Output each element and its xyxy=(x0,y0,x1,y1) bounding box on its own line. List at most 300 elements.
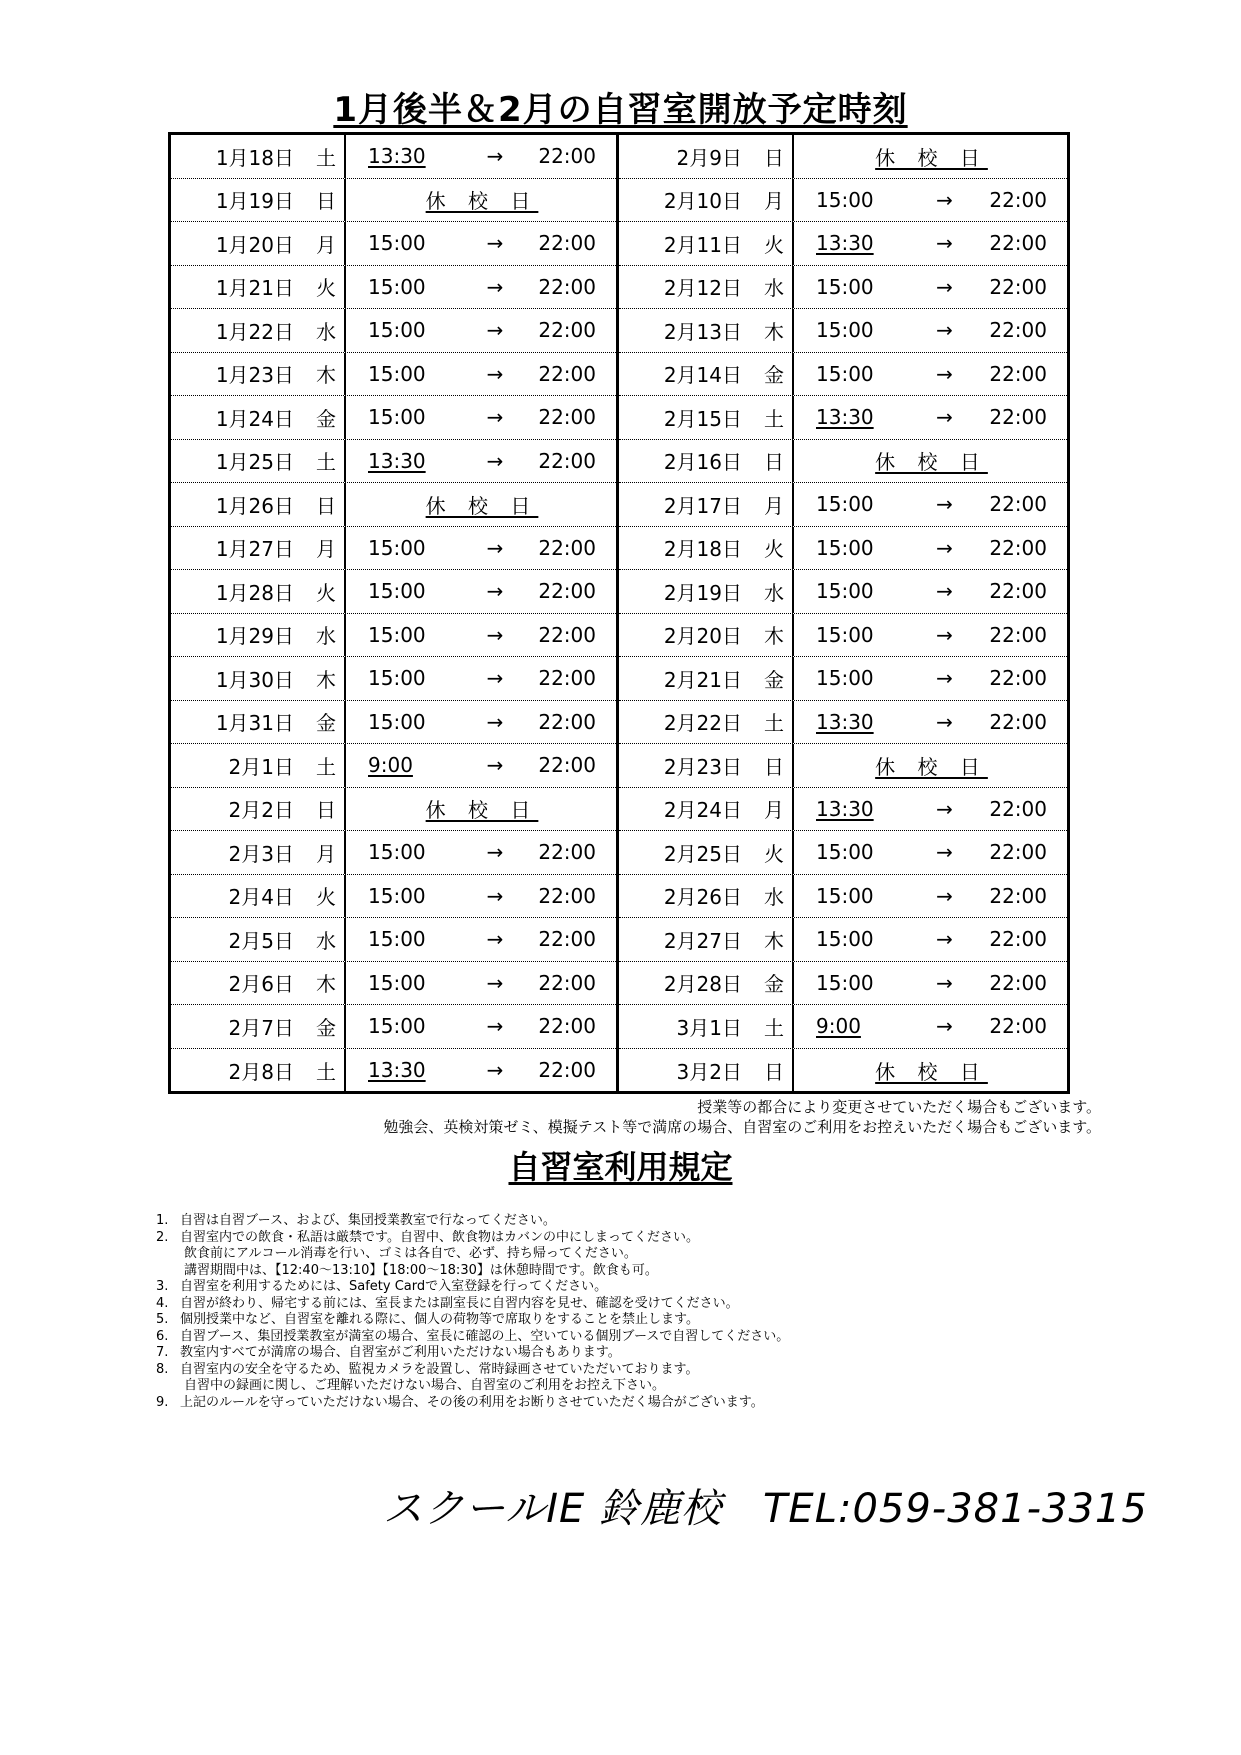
start-time: 13:30 xyxy=(816,405,874,430)
schedule-row xyxy=(171,266,616,310)
schedule-row xyxy=(619,744,1067,788)
rule-line: 講習期間中は、【12:40～13:10】【18:00～18:30】は休憩時間です。飲食も可。 xyxy=(184,1262,658,1278)
weekday-label: 月 xyxy=(764,798,784,823)
weekday-label: 木 xyxy=(316,667,336,692)
weekday-label: 火 xyxy=(764,537,784,562)
date-label: 2月11日 xyxy=(663,232,742,257)
start-time: 15:00 xyxy=(816,666,874,691)
rule-item xyxy=(156,1329,1136,1346)
arrow-icon: → xyxy=(936,187,953,212)
end-time: 22:00 xyxy=(989,405,1047,430)
start-time: 13:30 xyxy=(816,709,874,734)
schedule-row xyxy=(619,1005,1067,1049)
date-label: 2月23日 xyxy=(663,754,742,779)
date-label: 2月6日 xyxy=(228,972,294,997)
start-time: 13:30 xyxy=(368,144,426,169)
arrow-icon: → xyxy=(486,709,504,734)
date-label: 1月22日 xyxy=(215,319,294,344)
weekday-label: 火 xyxy=(316,276,336,301)
schedule-row xyxy=(171,1049,616,1093)
end-time: 22:00 xyxy=(538,970,596,995)
rule-item xyxy=(156,1312,1136,1329)
start-time: 15:00 xyxy=(816,840,874,865)
end-time: 22:00 xyxy=(989,318,1047,343)
rule-item xyxy=(156,1395,1136,1412)
schedule-row xyxy=(171,222,616,266)
schedule-notes xyxy=(383,1097,1101,1137)
weekday-label: 月 xyxy=(764,493,784,518)
arrow-icon: → xyxy=(486,144,504,169)
weekday-label: 金 xyxy=(764,667,784,692)
schedule-column-left xyxy=(171,135,619,1091)
time-cell xyxy=(794,831,1067,874)
arrow-icon: → xyxy=(486,1014,504,1039)
date-cell xyxy=(171,918,346,961)
schedule-row xyxy=(171,1005,616,1049)
end-time: 22:00 xyxy=(538,622,596,647)
rule-text xyxy=(180,1395,1136,1412)
schedule-row xyxy=(171,962,616,1006)
start-time: 9:00 xyxy=(816,1014,861,1039)
date-label: 2月14日 xyxy=(663,363,742,388)
time-cell xyxy=(794,266,1067,309)
arrow-icon: → xyxy=(486,448,504,473)
start-time: 15:00 xyxy=(368,622,426,647)
weekday-label: 火 xyxy=(316,885,336,910)
end-time: 22:00 xyxy=(538,840,596,865)
arrow-icon: → xyxy=(936,492,953,517)
date-label: 2月13日 xyxy=(663,319,742,344)
date-label: 2月10日 xyxy=(663,189,742,214)
rule-text xyxy=(180,1279,1136,1296)
time-cell xyxy=(346,657,616,700)
rule-number: 8. xyxy=(156,1361,169,1377)
date-cell xyxy=(619,570,794,613)
end-time: 22:00 xyxy=(989,666,1047,691)
arrow-icon: → xyxy=(936,318,953,343)
date-label: 2月25日 xyxy=(663,841,742,866)
schedule-row xyxy=(619,353,1067,397)
date-label: 2月17日 xyxy=(663,493,742,518)
date-cell xyxy=(171,483,346,526)
weekday-label: 日 xyxy=(316,798,336,823)
start-time: 15:00 xyxy=(368,361,426,386)
weekday-label: 月 xyxy=(764,189,784,214)
schedule-row xyxy=(171,309,616,353)
arrow-icon: → xyxy=(936,796,953,821)
arrow-icon: → xyxy=(486,927,504,952)
weekday-label: 水 xyxy=(764,885,784,910)
start-time: 15:00 xyxy=(368,274,426,299)
rule-line: 上記のルールを守っていただけない場合、その後の利用をお断りさせていただく場合がございます。 xyxy=(180,1394,764,1410)
rule-text xyxy=(180,1345,1136,1362)
weekday-label: 日 xyxy=(764,1059,784,1084)
schedule-row xyxy=(171,831,616,875)
schedule-row xyxy=(619,135,1067,179)
weekday-label: 土 xyxy=(316,1059,336,1084)
arrow-icon: → xyxy=(936,274,953,299)
rule-line: 自習ブース、集団授業教室が満室の場合、室長に確認の上、空いている個別ブースで自習してください。 xyxy=(180,1328,790,1344)
time-cell xyxy=(346,744,616,787)
rule-item xyxy=(156,1279,1136,1296)
date-label: 2月28日 xyxy=(663,972,742,997)
time-cell xyxy=(346,918,616,961)
end-time: 22:00 xyxy=(989,840,1047,865)
weekday-label: 水 xyxy=(316,319,336,344)
weekday-label: 木 xyxy=(764,928,784,953)
rule-text xyxy=(180,1213,1136,1230)
time-cell xyxy=(346,527,616,570)
arrow-icon: → xyxy=(936,666,953,691)
date-label: 3月2日 xyxy=(676,1059,742,1084)
date-label: 1月21日 xyxy=(215,276,294,301)
arrow-icon: → xyxy=(936,579,953,604)
date-cell xyxy=(619,744,794,787)
closed-day-label: 休 校 日 xyxy=(425,189,539,214)
rule-item xyxy=(156,1213,1136,1230)
rule-line: 自習室を利用するためには、Safety Cardで入室登録を行ってください。 xyxy=(180,1279,608,1294)
date-cell xyxy=(619,788,794,831)
start-time: 15:00 xyxy=(816,274,874,299)
arrow-icon: → xyxy=(486,666,504,691)
schedule-row xyxy=(619,440,1067,484)
date-label: 1月23日 xyxy=(215,363,294,388)
rule-number: 3. xyxy=(156,1279,169,1294)
time-cell xyxy=(346,440,616,483)
weekday-label: 水 xyxy=(316,624,336,649)
end-time: 22:00 xyxy=(989,1014,1047,1039)
rule-number: 6. xyxy=(156,1328,169,1344)
arrow-icon: → xyxy=(486,883,504,908)
date-cell xyxy=(171,179,346,222)
schedule-row xyxy=(619,831,1067,875)
closed-day-label: 休 校 日 xyxy=(875,1059,988,1084)
end-time: 22:00 xyxy=(989,796,1047,821)
end-time: 22:00 xyxy=(538,883,596,908)
closed-day-cell xyxy=(346,483,616,526)
start-time: 13:30 xyxy=(816,231,874,256)
arrow-icon: → xyxy=(936,927,953,952)
schedule-row xyxy=(619,701,1067,745)
date-label: 1月25日 xyxy=(215,450,294,475)
date-cell xyxy=(619,353,794,396)
time-cell xyxy=(346,353,616,396)
date-cell xyxy=(171,831,346,874)
time-cell xyxy=(794,918,1067,961)
date-label: 2月20日 xyxy=(663,624,742,649)
arrow-icon: → xyxy=(486,579,504,604)
schedule-row xyxy=(171,657,616,701)
start-time: 15:00 xyxy=(816,970,874,995)
rules-list xyxy=(156,1213,1136,1411)
weekday-label: 木 xyxy=(316,363,336,388)
schedule-row xyxy=(171,353,616,397)
arrow-icon: → xyxy=(486,405,504,430)
arrow-icon: → xyxy=(486,535,504,560)
arrow-icon: → xyxy=(936,231,953,256)
rules-title: 自習室利用規定 xyxy=(508,1148,733,1186)
date-cell xyxy=(171,135,346,178)
date-label: 1月26日 xyxy=(215,493,294,518)
rule-line: 自習室内での飲食・私語は厳禁です。自習中、飲食物はカバンの中にしまってください。 xyxy=(180,1229,699,1245)
weekday-label: 火 xyxy=(764,841,784,866)
date-cell xyxy=(171,353,346,396)
start-time: 13:30 xyxy=(816,796,874,821)
closed-day-cell xyxy=(794,744,1067,787)
end-time: 22:00 xyxy=(989,883,1047,908)
time-cell xyxy=(794,309,1067,352)
end-time: 22:00 xyxy=(538,274,596,299)
rule-number: 2. xyxy=(156,1229,169,1245)
date-cell xyxy=(171,527,346,570)
date-label: 2月22日 xyxy=(663,711,742,736)
date-cell xyxy=(171,1049,346,1093)
date-cell xyxy=(171,570,346,613)
schedule-row xyxy=(619,570,1067,614)
schedule-row xyxy=(619,483,1067,527)
schedule-row xyxy=(171,744,616,788)
date-label: 2月24日 xyxy=(663,798,742,823)
closed-day-label: 休 校 日 xyxy=(875,450,988,475)
time-cell xyxy=(794,483,1067,526)
schedule-row xyxy=(171,614,616,658)
arrow-icon: → xyxy=(486,970,504,995)
weekday-label: 木 xyxy=(316,972,336,997)
date-cell xyxy=(619,657,794,700)
start-time: 15:00 xyxy=(368,1014,426,1039)
weekday-label: 水 xyxy=(316,928,336,953)
arrow-icon: → xyxy=(486,622,504,647)
arrow-icon: → xyxy=(936,405,953,430)
start-time: 15:00 xyxy=(368,579,426,604)
arrow-icon: → xyxy=(936,709,953,734)
start-time: 13:30 xyxy=(368,448,426,473)
weekday-label: 日 xyxy=(764,145,784,170)
rule-item xyxy=(156,1296,1136,1313)
weekday-label: 金 xyxy=(316,406,336,431)
closed-day-cell xyxy=(794,440,1067,483)
arrow-icon: → xyxy=(486,361,504,386)
date-label: 2月2日 xyxy=(228,798,294,823)
end-time: 22:00 xyxy=(989,361,1047,386)
weekday-label: 月 xyxy=(316,537,336,562)
date-cell xyxy=(619,614,794,657)
end-time: 22:00 xyxy=(989,579,1047,604)
date-label: 1月24日 xyxy=(215,406,294,431)
schedule-row xyxy=(619,788,1067,832)
start-time: 13:30 xyxy=(368,1058,426,1083)
schedule-row xyxy=(171,135,616,179)
date-cell xyxy=(619,266,794,309)
weekday-label: 金 xyxy=(316,1015,336,1040)
rule-text xyxy=(180,1296,1136,1313)
date-label: 2月21日 xyxy=(663,667,742,692)
rule-line: 自習中の録画に関し、ご理解いただけない場合、自習室のご利用をお控え下さい。 xyxy=(184,1378,666,1393)
footer-contact: スクールIE 鈴鹿校 TEL:059-381-3315 xyxy=(383,1486,1148,1532)
schedule-row xyxy=(171,179,616,223)
start-time: 15:00 xyxy=(816,318,874,343)
rule-line: 個別授業中など、自習室を離れる際に、個人の荷物等で席取りをすることを禁止します。 xyxy=(180,1312,699,1327)
weekday-label: 月 xyxy=(316,232,336,257)
schedule-row xyxy=(619,657,1067,701)
schedule-row xyxy=(171,788,616,832)
end-time: 22:00 xyxy=(538,231,596,256)
date-label: 1月20日 xyxy=(215,232,294,257)
schedule-row xyxy=(171,875,616,919)
date-label: 1月27日 xyxy=(215,537,294,562)
rule-item xyxy=(156,1230,1136,1280)
date-cell xyxy=(171,875,346,918)
start-time: 15:00 xyxy=(816,187,874,212)
date-label: 2月4日 xyxy=(228,885,294,910)
time-cell xyxy=(346,222,616,265)
date-label: 2月3日 xyxy=(228,841,294,866)
schedule-row xyxy=(171,440,616,484)
page-title: 1月後半＆2月の自習室開放予定時刻 xyxy=(333,90,908,130)
date-label: 2月7日 xyxy=(228,1015,294,1040)
closed-day-cell xyxy=(794,135,1067,178)
start-time: 15:00 xyxy=(816,579,874,604)
date-label: 1月29日 xyxy=(215,624,294,649)
time-cell xyxy=(346,570,616,613)
closed-day-label: 休 校 日 xyxy=(875,145,988,170)
date-cell xyxy=(171,744,346,787)
date-cell xyxy=(619,918,794,961)
schedule-row xyxy=(171,918,616,962)
end-time: 22:00 xyxy=(538,666,596,691)
start-time: 15:00 xyxy=(816,492,874,517)
start-time: 9:00 xyxy=(368,753,413,778)
date-label: 3月1日 xyxy=(676,1015,742,1040)
date-cell xyxy=(619,701,794,744)
date-label: 2月27日 xyxy=(663,928,742,953)
schedule-row xyxy=(171,483,616,527)
end-time: 22:00 xyxy=(538,361,596,386)
rule-item xyxy=(156,1345,1136,1362)
end-time: 22:00 xyxy=(989,709,1047,734)
date-cell xyxy=(171,701,346,744)
date-label: 2月26日 xyxy=(663,885,742,910)
end-time: 22:00 xyxy=(538,1014,596,1039)
date-cell xyxy=(619,831,794,874)
time-cell xyxy=(346,266,616,309)
time-cell xyxy=(794,222,1067,265)
weekday-label: 火 xyxy=(764,232,784,257)
end-time: 22:00 xyxy=(538,709,596,734)
date-cell xyxy=(619,527,794,570)
end-time: 22:00 xyxy=(989,231,1047,256)
rule-text xyxy=(180,1230,1136,1280)
weekday-label: 月 xyxy=(316,841,336,866)
time-cell xyxy=(794,396,1067,439)
time-cell xyxy=(346,614,616,657)
end-time: 22:00 xyxy=(989,927,1047,952)
schedule-table xyxy=(168,132,1070,1094)
rule-line: 自習は自習ブース、および、集団授業教室で行なってください。 xyxy=(180,1213,556,1228)
date-cell xyxy=(171,309,346,352)
end-time: 22:00 xyxy=(538,448,596,473)
arrow-icon: → xyxy=(936,622,953,647)
time-cell xyxy=(794,701,1067,744)
rule-line: 教室内すべてが満席の場合、自習室がご利用いただけない場合もあります。 xyxy=(180,1345,621,1360)
date-cell xyxy=(619,483,794,526)
rule-line: 自習が終わり、帰宅する前には、室長または副室長に自習内容を見せ、確認を受けてください。 xyxy=(180,1295,739,1311)
closed-day-label: 休 校 日 xyxy=(875,754,988,779)
end-time: 22:00 xyxy=(538,535,596,560)
start-time: 15:00 xyxy=(816,622,874,647)
weekday-label: 木 xyxy=(764,624,784,649)
end-time: 22:00 xyxy=(989,970,1047,995)
end-time: 22:00 xyxy=(538,927,596,952)
schedule-row xyxy=(619,918,1067,962)
start-time: 15:00 xyxy=(816,927,874,952)
note-line: 勉強会、英検対策ゼミ、模擬テスト等で満席の場合、自習室のご利用をお控えいただく場合もございます。 xyxy=(383,1118,1101,1136)
time-cell xyxy=(794,527,1067,570)
date-label: 1月19日 xyxy=(215,189,294,214)
closed-day-label: 休 校 日 xyxy=(425,493,539,518)
date-label: 2月16日 xyxy=(663,450,742,475)
schedule-row xyxy=(619,875,1067,919)
end-time: 22:00 xyxy=(538,753,596,778)
start-time: 15:00 xyxy=(368,231,426,256)
weekday-label: 金 xyxy=(316,711,336,736)
schedule-row xyxy=(619,1049,1067,1093)
time-cell xyxy=(346,701,616,744)
arrow-icon: → xyxy=(486,753,504,778)
date-label: 2月9日 xyxy=(676,145,742,170)
end-time: 22:00 xyxy=(989,274,1047,299)
start-time: 15:00 xyxy=(368,666,426,691)
date-cell xyxy=(171,440,346,483)
date-label: 2月12日 xyxy=(663,276,742,301)
schedule-row xyxy=(619,266,1067,310)
time-cell xyxy=(794,788,1067,831)
date-label: 1月18日 xyxy=(215,145,294,170)
weekday-label: 金 xyxy=(764,972,784,997)
start-time: 15:00 xyxy=(368,840,426,865)
date-cell xyxy=(171,962,346,1005)
time-cell xyxy=(346,831,616,874)
rule-number: 4. xyxy=(156,1295,169,1311)
time-cell xyxy=(794,179,1067,222)
schedule-row xyxy=(619,614,1067,658)
date-label: 1月30日 xyxy=(215,667,294,692)
date-label: 2月15日 xyxy=(663,406,742,431)
end-time: 22:00 xyxy=(538,1058,596,1083)
schedule-row xyxy=(619,309,1067,353)
date-cell xyxy=(171,657,346,700)
time-cell xyxy=(794,962,1067,1005)
start-time: 15:00 xyxy=(816,883,874,908)
weekday-label: 日 xyxy=(316,189,336,214)
end-time: 22:00 xyxy=(538,318,596,343)
date-cell xyxy=(619,1049,794,1093)
time-cell xyxy=(346,1005,616,1048)
rule-text xyxy=(180,1312,1136,1329)
note-line: 授業等の都合により変更させていただく場合もございます。 xyxy=(697,1098,1101,1116)
date-label: 2月18日 xyxy=(663,537,742,562)
end-time: 22:00 xyxy=(989,187,1047,212)
arrow-icon: → xyxy=(486,1058,504,1083)
start-time: 15:00 xyxy=(368,970,426,995)
date-cell xyxy=(171,614,346,657)
time-cell xyxy=(794,657,1067,700)
date-cell xyxy=(619,1005,794,1048)
date-cell xyxy=(171,396,346,439)
schedule-column-right xyxy=(619,135,1067,1091)
date-cell xyxy=(619,135,794,178)
weekday-label: 土 xyxy=(316,145,336,170)
